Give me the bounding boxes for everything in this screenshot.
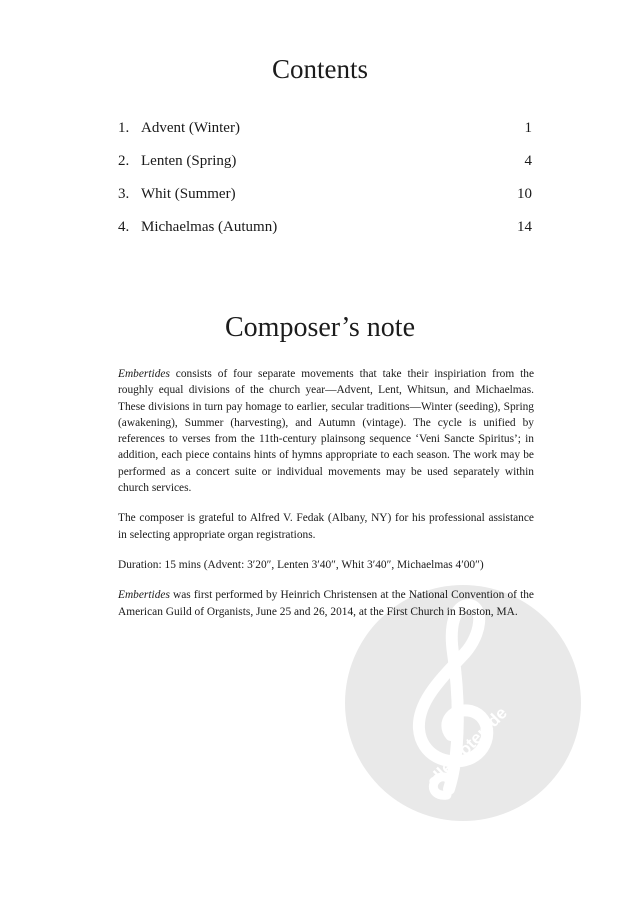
watermark-text: alle-noten.de [423,703,511,791]
toc-entry-title: Michaelmas (Autumn) [141,219,278,235]
toc-entry-advent[interactable] [118,118,532,151]
contents-heading: Contents [271,54,368,84]
toc-entry-lenten[interactable] [118,151,532,184]
paragraph-text: consists of four separate movements that take their inspiriation from the roughly equal divisions of the church year—Advent, Lent, Whitsun, and Michaelmas. These divisions in turn pay homage to earlier, secular traditions—Winter (seeding), Spring (awakening), Summer (harvesting), and Autumn (vintage). The cycle is unified by references to verses from the 11th-century plainsong sequence ‘Veni Sancte Spiritus’; in addition, each piece contains hints of hymns appropriate to each season. The work may be performed as a concert suite or individual movements may be used separately within church services. [118,368,534,495]
toc-entry-michaelmas[interactable] [118,217,532,250]
table-of-contents [118,118,532,250]
work-title: Embertides [118,368,170,380]
toc-entry-page: 1 [524,120,532,136]
composers-note-body [118,366,534,634]
paragraph-text: was first performed by Heinrich Christensen at the National Convention of the American Guild of Organists, June 25 and 26, 2014, at the First Church in Boston, MA. [118,589,534,618]
note-paragraph-duration: Duration: 15 mins (Advent: 3′20″, Lenten 3′40″, Whit 3′40″, Michaelmas 4′00″) [118,558,484,571]
toc-entry-title: Advent (Winter) [141,120,240,136]
toc-entry-title: Whit (Summer) [141,186,236,202]
toc-entry-number: 2. [118,153,130,169]
toc-entry-page: 10 [517,186,532,202]
toc-entry-whit[interactable] [118,184,532,217]
note-paragraph-acknowledgement: The composer is grateful to Alfred V. Fedak (Albany, NY) for his professional assistance in selecting appropriate organ registrations. [118,512,534,541]
note-paragraph-premiere [118,587,534,620]
toc-entry-title: Lenten (Spring) [141,153,237,169]
toc-entry-page: 4 [524,153,532,169]
toc-entry-number: 1. [118,120,130,136]
work-title: Embertides [118,589,170,602]
toc-entry-page: 14 [517,219,532,235]
note-paragraph-description [118,366,534,496]
toc-entry-number: 4. [118,219,130,235]
toc-entry-number: 3. [118,186,130,202]
composers-note-heading: Composer’s note [224,312,416,343]
